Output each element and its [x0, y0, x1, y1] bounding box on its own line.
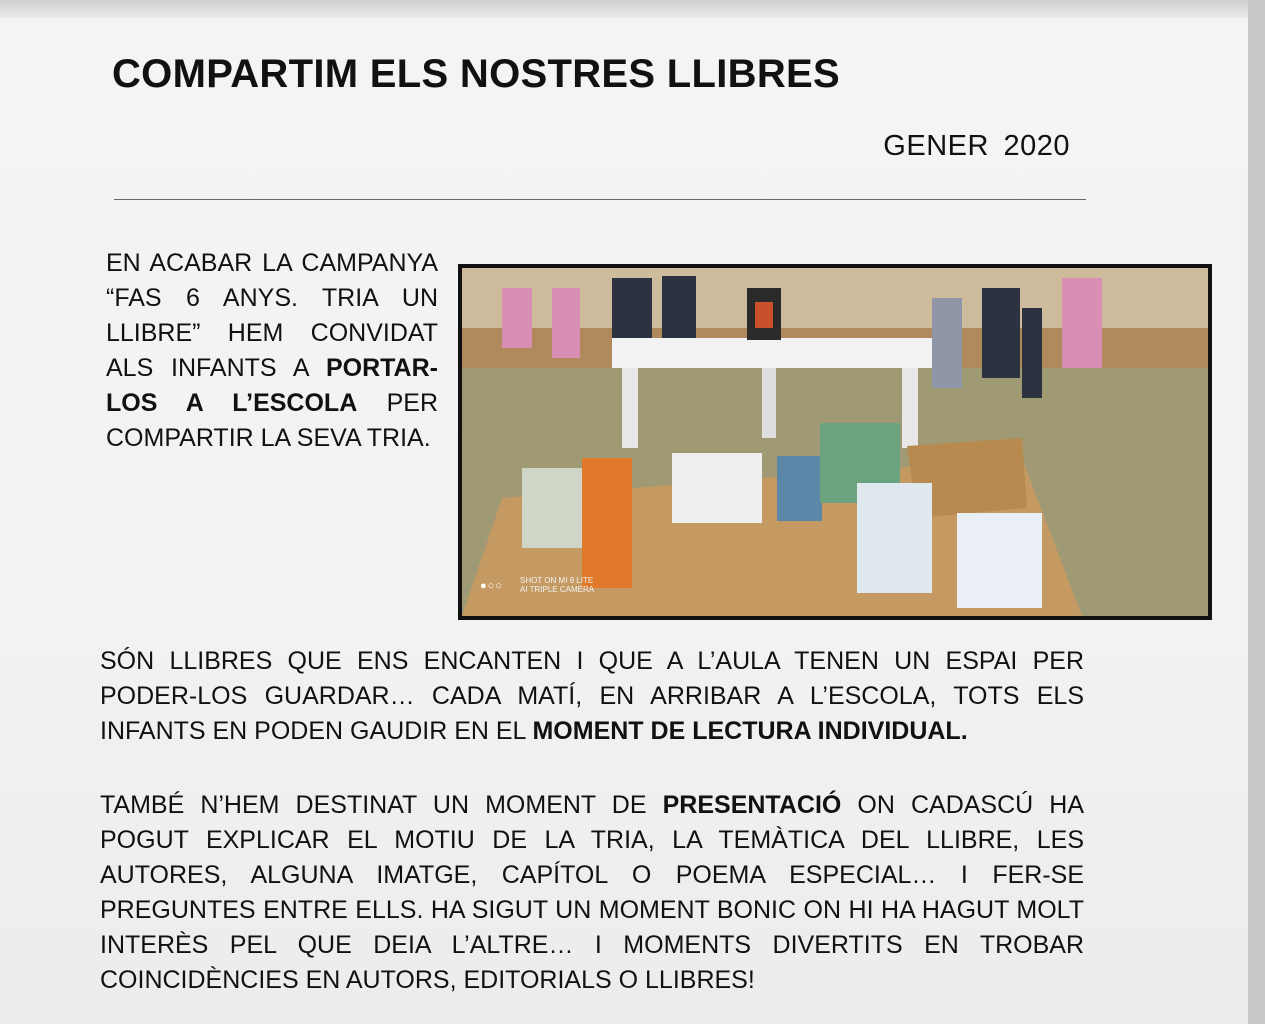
intro-text-start: EN ACABAR LA CAMPANYA “FAS 6 ANYS. TRIA UN LLIBRE” HEM CONVIDAT ALS INFANTS A [106, 249, 438, 382]
camera-watermark: SHOT ON MI 9 LITE AI TRIPLE CAMERA [520, 576, 595, 594]
classroom-books-photo [458, 264, 1212, 620]
paragraph2-bold: PRESENTACIÓ [662, 791, 842, 819]
intro-paragraph [106, 246, 438, 456]
photo-illustration [462, 268, 1208, 616]
paragraph1-bold: MOMENT DE LECTURA INDIVIDUAL. [532, 717, 968, 745]
screen-right-edge [1248, 0, 1265, 1024]
intro-text-bold: PORTAR-LOS A L’ESCOLA [106, 354, 438, 417]
document-title: COMPARTIM ELS NOSTRES LLIBRES [112, 52, 840, 96]
horizontal-divider [114, 199, 1086, 200]
paragraph-reading-time: SÓN LLIBRES QUE ENS ENCANTEN I QUE A L’AULA TENEN UN ESPAI PER PODER-LOS GUARDAR… CADA MATÍ, EN ARRIBAR A L’ESCOLA, TOTS ELS INFANTS EN PODEN GAUDIR EN EL MOMENT DE LECTURA INDIVIDUAL. [100, 647, 1084, 745]
camera-dots-icon: ●○○ [480, 580, 503, 592]
screen-top-edge [0, 0, 1265, 18]
intro-text-end: PER COMPARTIR LA SEVA TRIA. [106, 389, 438, 452]
paragraph-presentation: TAMBÉ N’HEM DESTINAT UN MOMENT DE PRESENTACIÓ ON CADASCÚ HA POGUT EXPLICAR EL MOTIU DE LA TRIA, LA TEMÀTICA DEL LLIBRE, LES AUTORES, ALGUNA IMATGE, CAPÍTOL O POEMA ESPECIAL… I FER-SE PREGUNTES ENTRE ELLS. HA SIGUT UN MOMENT BONIC ON HI HA HAGUT MOLT INTERÈS PEL QUE DEIA L’ALTRE… I MOMENTS DIVERTITS EN TROBAR COINCIDÈNCIES EN AUTORS, EDITORIALS O LLIBRES! [100, 791, 1085, 994]
document-date: GENER 2020 [883, 130, 1070, 162]
